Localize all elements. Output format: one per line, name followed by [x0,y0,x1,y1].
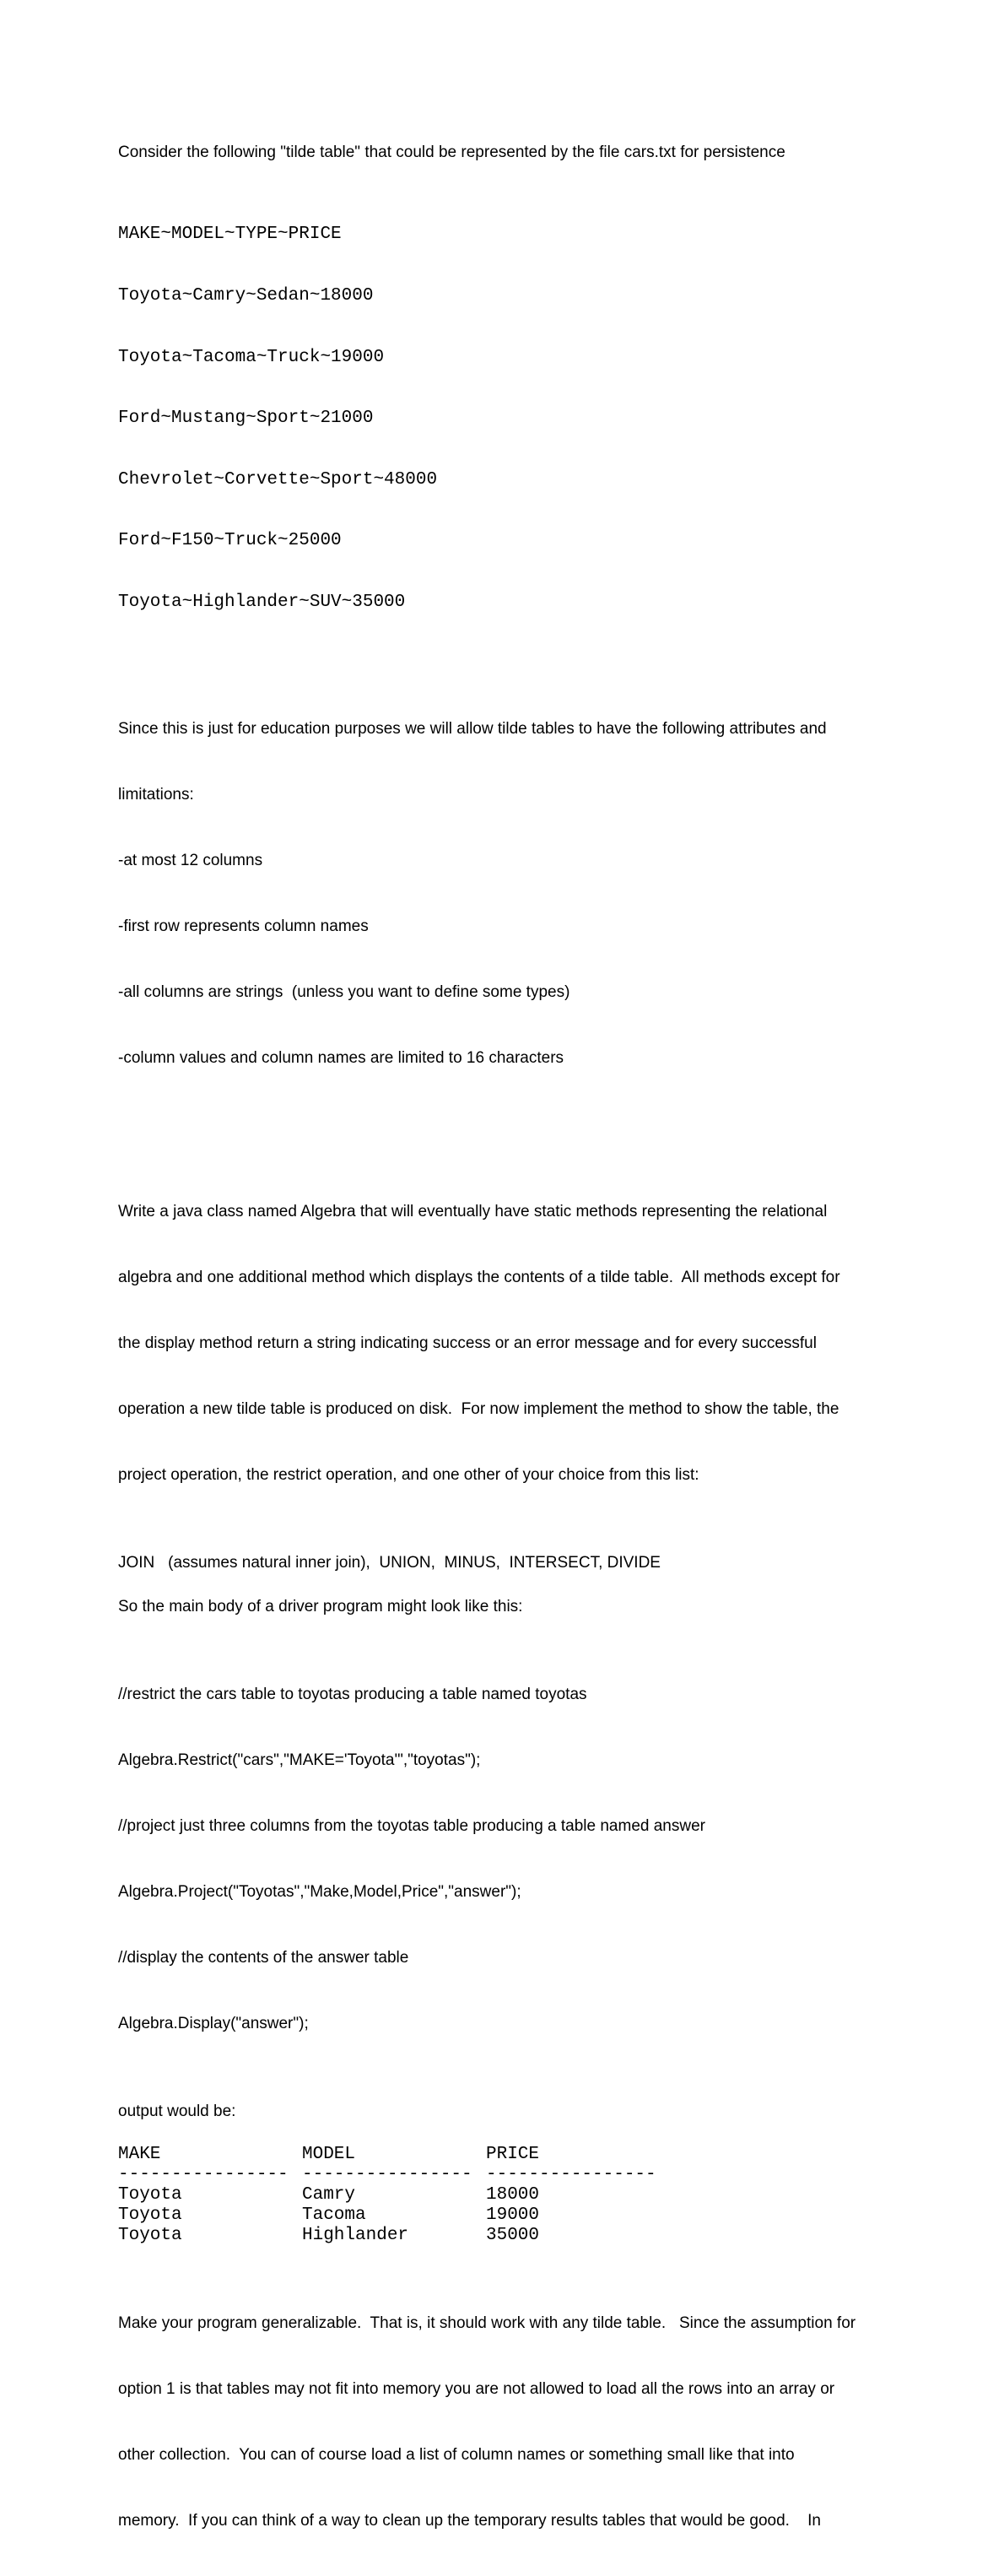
operations-list: JOIN (assumes natural inner join), UNION, MINUS, INTERSECT, DIVIDE [118,1553,661,1572]
output-cell: Camry [302,2185,356,2205]
attributes-intro-line: Since this is just for education purposes we will allow tilde tables to have the following attributes and [118,719,827,738]
attribute-item: -column values and column names are limited to 16 characters [118,1048,564,1067]
output-separator-cell: ---------------- [118,2164,289,2184]
task-line: operation a new tilde table is produced on disk. For now implement the method to show the table, the [118,1399,839,1418]
output-header-cell: MAKE [118,2144,161,2164]
driver-code-line: //project just three columns from the toyotas table producing a table named answer [118,1816,705,1835]
driver-code-block [118,1640,894,2079]
tilde-file-line: Toyota~Camry~Sedan~18000 [118,286,374,306]
output-cell: Tacoma [302,2205,366,2226]
closing-line: Make your program generalizable. That is, it should work with any tilde table. Since the assumption for [118,2314,856,2332]
task-line: project operation, the restrict operation, and one other of your choice from this list: [118,1465,699,1484]
output-cell: 35000 [486,2226,540,2246]
output-separator-cell: ---------------- [302,2164,472,2184]
spacer [118,1574,894,1596]
attribute-item: -first row represents column names [118,917,369,935]
output-cell: Toyota [118,2226,182,2246]
driver-code-line: //display the contents of the answer table [118,1948,409,1967]
task-line: the display method return a string indicating success or an error message and for every successful [118,1334,817,1352]
table-row [118,2185,670,2205]
output-label: output would be: [118,2102,236,2120]
spacer [118,2079,894,2101]
closing-line: option 1 is that tables may not fit into memory you are not allowed to load all the rows into an array or [118,2379,835,2398]
intro-paragraph: Consider the following "tilde table" that could be represented by the file cars.txt for persistence [118,143,785,161]
output-cell: Toyota [118,2185,182,2205]
output-table-separator-row [118,2165,670,2185]
spacer [118,1113,894,1157]
tilde-file-line: Ford~Mustang~Sport~21000 [118,409,374,429]
closing-paragraph [118,2269,894,2576]
table-row [118,2226,670,2246]
output-table-header-row [118,2145,670,2165]
output-table [118,2145,670,2247]
driver-code-line: //restrict the cars table to toyotas producing a table named toyotas [118,1685,587,1703]
tilde-file-line: Ford~F150~Truck~25000 [118,531,342,551]
spacer [118,2247,894,2269]
closing-line: other collection. You can of course load a list of column names or something small like that into [118,2445,795,2464]
output-cell: 18000 [486,2185,540,2205]
output-header-cell: MODEL [302,2144,356,2164]
spacer [118,2123,894,2145]
spacer [118,1530,894,1552]
output-cell: Toyota [118,2205,182,2226]
tilde-file-line: Toyota~Tacoma~Truck~19000 [118,347,385,367]
spacer [118,654,894,674]
output-cell: 19000 [486,2205,540,2226]
output-header-cell: PRICE [486,2144,540,2164]
attribute-item: -all columns are strings (unless you want to define some types) [118,982,570,1001]
document-page [118,142,894,2576]
tilde-file-line: MAKE~MODEL~TYPE~PRICE [118,225,342,245]
driver-intro: So the main body of a driver program might look like this: [118,1597,523,1615]
task-paragraph [118,1157,894,1530]
driver-code-line: Algebra.Restrict("cars","MAKE='Toyota'","toyotas"); [118,1751,481,1769]
attributes-intro-line: limitations: [118,785,194,804]
attribute-item: -at most 12 columns [118,851,263,869]
closing-line: memory. If you can think of a way to clean up the temporary results tables that would be good. In [118,2511,821,2530]
tilde-file-listing [118,184,894,654]
tilde-file-line: Chevrolet~Corvette~Sport~48000 [118,469,438,490]
driver-code-line: Algebra.Display("answer"); [118,2014,309,2032]
output-separator-cell: ---------------- [486,2164,656,2184]
task-line: Write a java class named Algebra that will eventually have static methods representing the relational [118,1202,828,1220]
tilde-file-line: Toyota~Highlander~SUV~35000 [118,593,406,613]
driver-code-line: Algebra.Project("Toyotas","Make,Model,Price","answer"); [118,1882,521,1901]
table-row [118,2205,670,2226]
output-cell: Highlander [302,2226,409,2246]
task-line: algebra and one additional method which displays the contents of a tilde table. All methods except for [118,1268,840,1286]
attributes-section [118,674,894,1113]
spacer [118,1618,894,1640]
spacer [118,164,894,184]
